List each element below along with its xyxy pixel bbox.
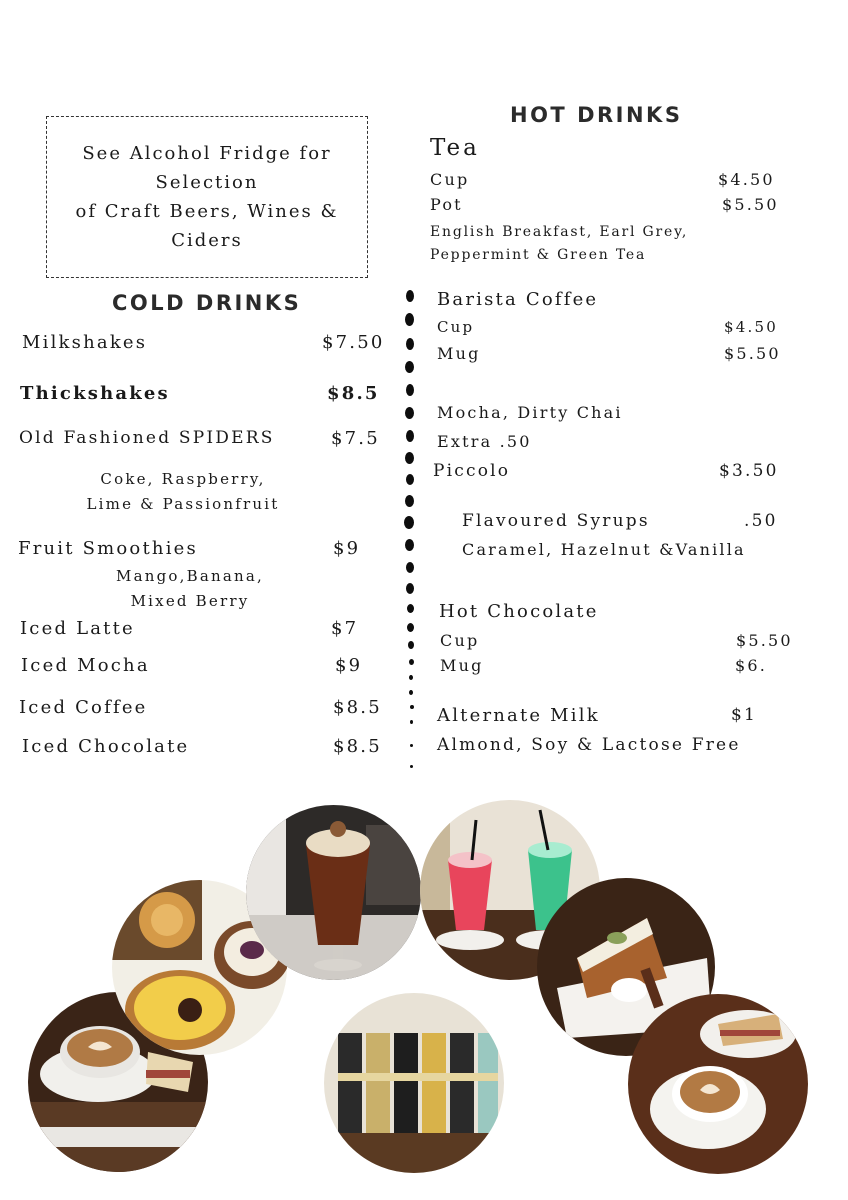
cold-item-name: Old Fashioned SPIDERS (19, 428, 275, 448)
cold-item-name: Milkshakes (22, 332, 148, 353)
cold-item-name: Fruit Smoothies (18, 538, 198, 559)
cold-item-price: $8.5 (333, 736, 382, 757)
barista-cup-price: $4.50 (724, 318, 778, 336)
smoothies-note: Mango,Banana, Mixed Berry (116, 567, 264, 610)
syrups-flavours: Caramel, Hazelnut &Vanilla (462, 540, 746, 559)
syrups-price: .50 (744, 511, 778, 531)
cold-item-name: Iced Chocolate (22, 736, 190, 757)
cold-item-price: $8.5 (327, 383, 380, 404)
tea-cup-label: Cup (430, 170, 470, 189)
hot-drinks-heading: HOT DRINKS (510, 103, 683, 127)
cold-item-price: $9 (335, 655, 363, 676)
piccolo-name: Piccolo (433, 461, 511, 481)
cold-item-name: Iced Mocha (21, 655, 150, 676)
barista-mug-price: $5.50 (724, 344, 781, 363)
syrups-name: Flavoured Syrups (462, 511, 650, 531)
alcohol-notice-text: See Alcohol Fridge for Selection of Craft Beers, Wines & Ciders (75, 143, 339, 251)
cold-item-name: Thickshakes (20, 383, 170, 404)
alt-milk-options: Almond, Soy & Lactose Free (437, 735, 741, 755)
tea-pot-price: $5.50 (722, 195, 779, 214)
alcohol-notice-box (46, 116, 368, 278)
barista-title: Barista Coffee (437, 289, 599, 310)
hot-chocolate-cup-price: $5.50 (736, 631, 793, 650)
hot-chocolate-title: Hot Chocolate (439, 601, 599, 622)
tea-pot-label: Pot (430, 195, 463, 214)
craft-beer-cans-photo (324, 993, 504, 1173)
spiders-note: Coke, Raspberry, Lime & Passionfruit (86, 470, 280, 513)
barista-extras: Mocha, Dirty Chai Extra .50 (437, 403, 623, 451)
tea-title: Tea (430, 135, 480, 161)
cold-item-price: $7.50 (322, 332, 385, 353)
milkshake-photo (246, 805, 421, 980)
cold-drinks-heading: COLD DRINKS (112, 291, 302, 315)
cold-item-price: $7 (331, 618, 359, 639)
cappuccino-cake-photo (628, 994, 808, 1174)
hot-chocolate-mug-price: $6. (735, 656, 768, 675)
alt-milk-name: Alternate Milk (437, 705, 600, 726)
barista-cup-label: Cup (437, 318, 475, 336)
cold-item-price: $9 (333, 538, 361, 559)
tea-varieties: English Breakfast, Earl Grey, Peppermint & Green Tea (430, 224, 689, 263)
cold-item-name: Iced Latte (20, 618, 135, 639)
cold-item-price: $8.5 (333, 697, 382, 718)
cold-item-price: $7.5 (331, 428, 380, 449)
barista-mug-label: Mug (437, 344, 481, 363)
piccolo-price: $3.50 (719, 461, 779, 481)
alt-milk-price: $1 (731, 705, 758, 725)
hot-chocolate-mug-label: Mug (440, 656, 484, 675)
cold-item-name: Iced Coffee (19, 697, 148, 718)
tea-cup-price: $4.50 (718, 170, 775, 189)
hot-chocolate-cup-label: Cup (440, 631, 480, 650)
